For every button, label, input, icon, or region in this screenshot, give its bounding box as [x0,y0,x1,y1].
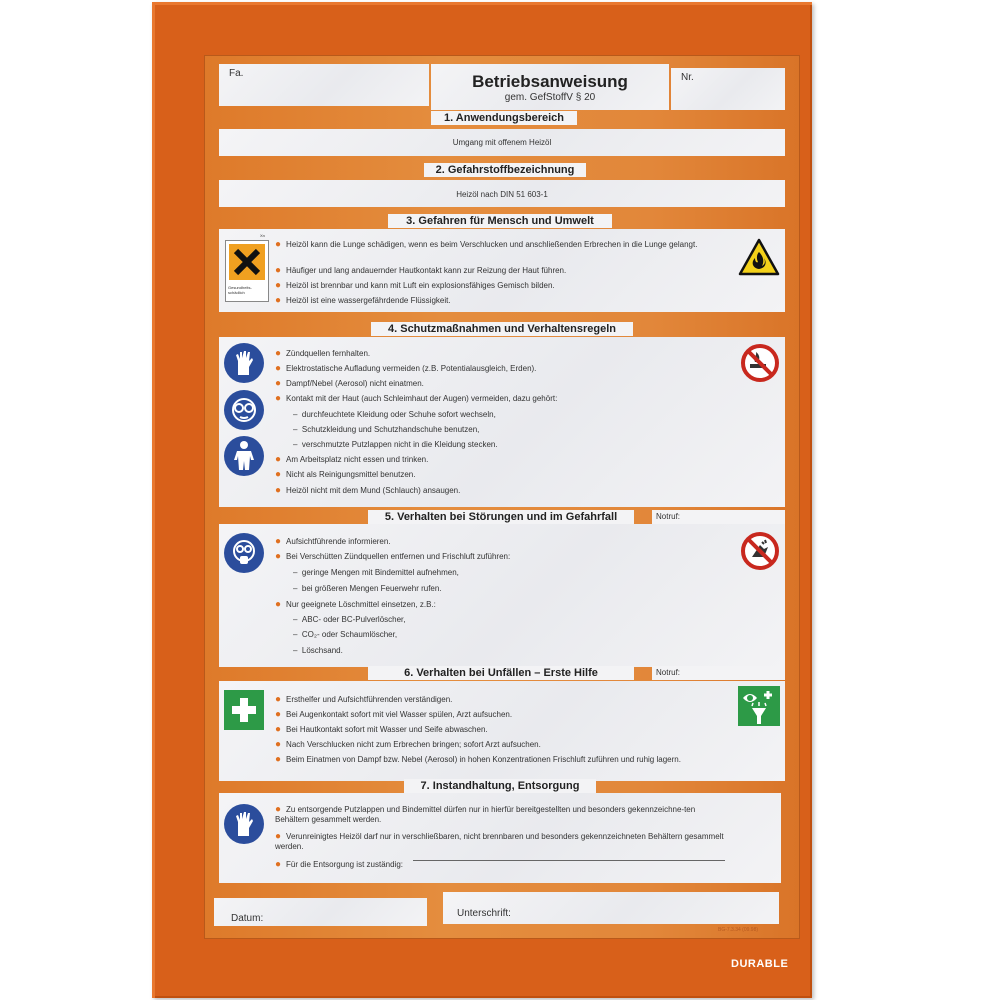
s6-emergency-call-field: Notruf: [652,666,785,680]
section-2-heading: 2. Gefahrstoffbezeichnung [424,163,586,177]
s6-item-2 [275,710,730,720]
no-fire-no-smoking-icon [740,343,780,383]
company-label: Fa. [229,68,244,79]
s6-item-4 [275,740,730,750]
bullet-icon: ● [275,724,282,735]
eye-wash-station-icon [738,686,780,726]
s3-item-4 [275,296,730,306]
s4-subitem-1-text: durchfeuchtete Kleidung oder Schuhe sofort wechseln, [301,410,496,419]
bullet-icon: ● [275,739,282,750]
no-water-extinguish-icon [740,531,780,571]
responsible-person-line [413,860,725,861]
s4-item-5-text: Am Arbeitsplatz nicht essen und trinken. [286,455,429,464]
s5-subitem-5-text: Löschsand. [301,646,343,655]
section-2-text: Heizöl nach DIN 51 603-1 [219,180,785,207]
s4-item-6-text: Nicht als Reinigungsmittel benutzen. [286,470,416,479]
respirator-mandatory-icon [224,533,264,573]
s5-subitem-1: – geringe Mengen mit Bindemittel aufnehmen, [293,568,459,577]
s7-item-2 [275,832,730,852]
s4-item-5 [275,455,725,465]
hazard-code: Xn [260,233,265,238]
bullet-icon: ● [275,485,282,496]
s5-item-3 [275,600,725,610]
s5-subitem-1-text: geringe Mengen mit Bindemittel aufnehmen, [301,568,459,577]
section-7-heading: 7. Instandhaltung, Entsorgung [404,779,596,793]
s3-item-2 [275,266,730,276]
s4-item-7 [275,486,725,496]
bullet-icon: ● [275,348,282,359]
gloves-mandatory-icon [224,343,264,383]
bullet-icon: ● [275,754,282,765]
gloves-mandatory-icon-2 [224,804,264,844]
bullet-icon: ● [275,265,282,276]
flammable-warning-icon [738,238,780,276]
signature-field [443,892,779,924]
s3-item-4-text: Heizöl ist eine wassergefährdende Flüssigkeit. [286,296,451,305]
s5-item-2-text: Bei Verschütten Zündquellen entfernen und Frischluft zuführen: [286,552,511,561]
bullet-icon: ● [275,378,282,389]
s4-item-2 [275,364,725,374]
bullet-icon: ● [275,859,282,870]
bullet-icon: ● [275,694,282,705]
s7-item-1-text: Zu entsorgende Putzlappen und Bindemittel dürfen nur in hierfür bereitgestellten und besonders gekennzeichne-ten Behältern gesammelt werden. [275,805,696,824]
s5-subitem-2-text: bei größeren Mengen Feuerwehr rufen. [301,584,442,593]
bullet-icon: ● [275,454,282,465]
s4-subitem-3-text: verschmutzte Putzlappen nicht in die Kleidung stecken. [301,440,498,449]
s5-item-2 [275,552,725,562]
section-1-heading: 1. Anwendungsbereich [431,111,577,125]
company-field [219,64,429,106]
bullet-icon: ● [275,831,282,842]
s7-item-2-text: Verunreinigtes Heizöl darf nur in verschließbaren, nicht brennbaren und besonders gekennzeichneten Behältern gesammelt werden. [275,832,724,851]
bullet-icon: ● [275,280,282,291]
s5-item-1 [275,537,725,547]
date-field [214,898,427,926]
s5-subitem-4-text: CO₂- oder Schaumlöscher, [301,630,398,639]
s4-item-2-text: Elektrostatische Aufladung vermeiden (z.B. Potentialausgleich, Erden). [286,364,537,373]
number-field [671,68,785,110]
s6-item-1 [275,695,730,705]
s5-subitem-2: – bei größeren Mengen Feuerwehr rufen. [293,584,442,593]
section-4-heading: 4. Schutzmaßnahmen und Verhaltensregeln [371,322,633,336]
s3-item-1-text: Heizöl kann die Lunge schädigen, wenn es beim Verschlucken und anschließenden Erbrechen in die Lunge gelangt. [286,240,698,249]
s4-subitem-1: – durchfeuchtete Kleidung oder Schuhe sofort wechseln, [293,410,496,419]
s4-subitem-3: – verschmutzte Putzlappen nicht in die Kleidung stecken. [293,440,498,449]
s3-item-3 [275,281,730,291]
s6-item-3 [275,725,730,735]
section-5-heading: 5. Verhalten bei Störungen und im Gefahrfall [368,510,634,524]
harmful-hazard-icon [225,240,269,302]
s6-item-5-text: Beim Einatmen von Dampf bzw. Nebel (Aerosol) in hohen Konzentrationen Frischluft zuführen und ruhig lagern. [286,755,681,764]
s5-item-3-text: Nur geeignete Löschmittel einsetzen, z.B.: [286,600,436,609]
s5-item-1-text: Aufsichtführende informieren. [286,537,391,546]
form-code: BG-7.3.34 (09.98) [718,927,759,933]
s6-item-4-text: Nach Verschlucken nicht zum Erbrechen bringen; sofort Arzt aufsuchen. [286,740,541,749]
section-6-heading: 6. Verhalten bei Unfällen – Erste Hilfe [368,666,634,680]
section-4-box [219,337,785,507]
s6-item-1-text: Ersthelfer und Aufsichtführenden verständigen. [286,695,453,704]
section-1-text: Umgang mit offenem Heizöl [219,129,785,156]
header-title-box [431,64,669,110]
bullet-icon: ● [275,393,282,404]
document-subtitle: gem. GefStoffV § 20 [504,92,596,103]
s4-item-4 [275,394,725,404]
bullet-icon: ● [275,363,282,374]
s4-item-6 [275,470,725,480]
s4-item-1 [275,349,725,359]
s3-item-3-text: Heizöl ist brennbar und kann mit Luft ein explosionsfähiges Gemisch bilden. [286,281,555,290]
s4-subitem-2: – Schutzkleidung und Schutzhandschuhe benutzen, [293,425,480,434]
s3-item-2-text: Häufiger und lang andauernder Hautkontakt kann zur Reizung der Haut führen. [286,266,567,275]
section-3-heading: 3. Gefahren für Mensch und Umwelt [388,214,612,228]
hazard-label: Gesundheits- schädlich [228,285,252,295]
bullet-icon: ● [275,295,282,306]
s5-emergency-call-field: Notruf: [652,510,785,524]
bullet-icon: ● [275,709,282,720]
s4-item-3-text: Dampf/Nebel (Aerosol) nicht einatmen. [286,379,424,388]
bullet-icon: ● [275,239,282,250]
s4-subitem-2-text: Schutzkleidung und Schutzhandschuhe benutzen, [301,425,480,434]
bullet-icon: ● [275,469,282,480]
document-title: Betriebsanweisung [472,72,628,91]
s3-item-1 [275,240,730,250]
bullet-icon: ● [275,599,282,610]
s6-item-3-text: Bei Hautkontakt sofort mit Wasser und Seife abwaschen. [286,725,488,734]
s5-subitem-4: – CO₂- oder Schaumlöscher, [293,630,398,639]
s7-item-3 [275,860,730,870]
brand-logo: DURABLE [731,958,789,970]
hazard-square [229,244,265,280]
protective-clothing-icon [224,436,264,476]
first-aid-icon [224,690,264,730]
s5-subitem-3: – ABC- oder BC-Pulverlöscher, [293,615,406,624]
number-label: Nr. [681,72,694,83]
signature-label: Unterschrift: [457,908,511,919]
bullet-icon: ● [275,551,282,562]
s5-subitem-3-text: ABC- oder BC-Pulverlöscher, [301,615,406,624]
s5-subitem-5: – Löschsand. [293,646,343,655]
s7-item-3-text: Für die Entsorgung ist zuständig: [286,860,403,869]
s4-item-3 [275,379,725,389]
goggles-mandatory-icon [224,390,264,430]
s6-item-5 [275,755,735,765]
s4-item-1-text: Zündquellen fernhalten. [286,349,371,358]
s6-item-2-text: Bei Augenkontakt sofort mit viel Wasser spülen, Arzt aufsuchen. [286,710,513,719]
s4-item-4-text: Kontakt mit der Haut (auch Schleimhaut der Augen) vermeiden, dazu gehört: [286,394,558,403]
s7-item-1 [275,805,730,825]
bullet-icon: ● [275,536,282,547]
s4-item-7-text: Heizöl nicht mit dem Mund (Schlauch) ansaugen. [286,486,461,495]
bullet-icon: ● [275,804,282,815]
date-label: Datum: [231,913,264,924]
